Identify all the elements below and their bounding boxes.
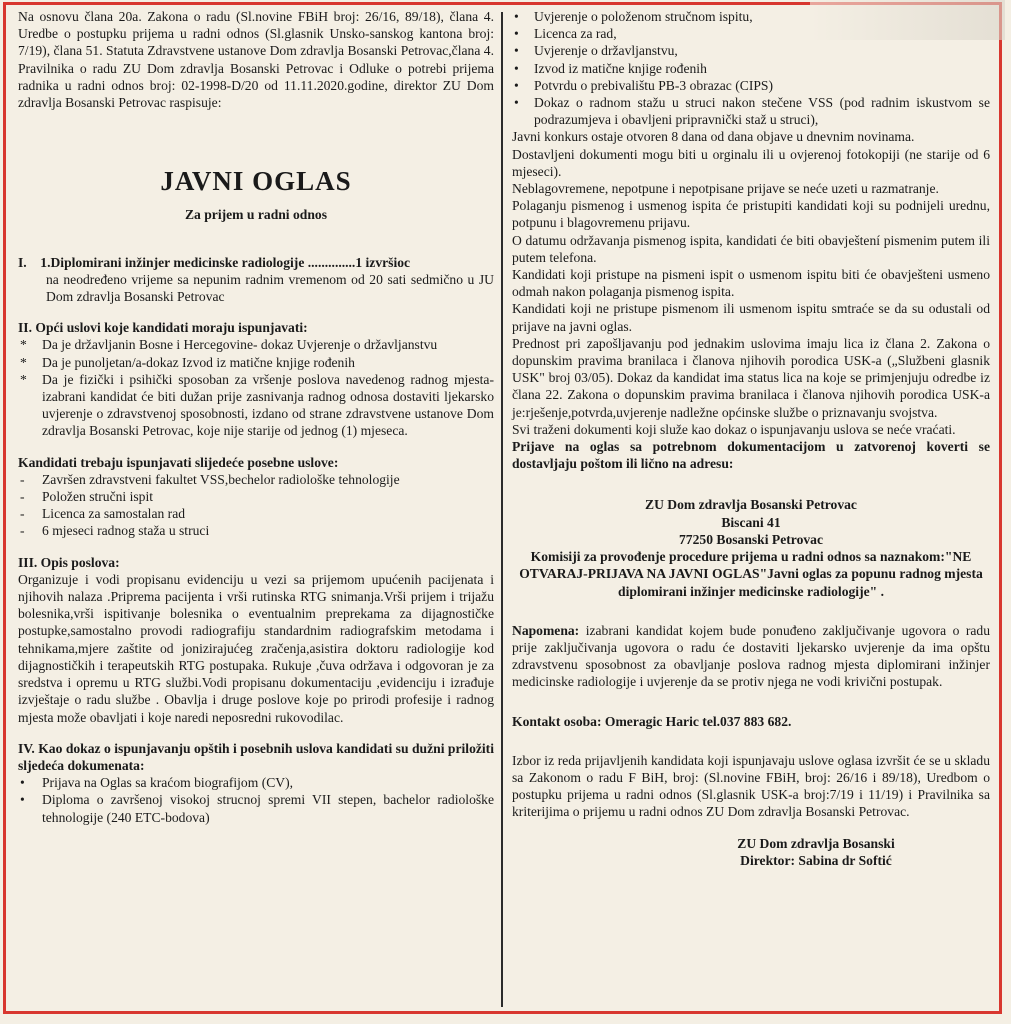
dot-bullet-icon: • [514,43,519,59]
signature-director: Direktor: Sabina dr Softić [740,852,892,868]
list-item: • Uvjerenje o državljanstvu, [514,43,678,59]
list-item: • Diploma o završenoj visokoj strucnoj spremi VII stepen, bachelor radiološke tehnologije (240 ETC-bodova) [20,792,494,825]
general-conditions [18,319,494,439]
position-description: na neodređeno vrijeme sa nepunim radnim vremenom od 20 sati sedmično u JU Dom zdravlja Bosanski Petrovac [46,271,494,305]
mailing-address [512,496,990,599]
contact-person: Kontakt osoba: Omeragic Haric tel.037 883 682. [512,713,792,729]
asterisk-bullet-icon: * [20,337,27,353]
dash-bullet-icon: - [20,506,25,522]
rule-text: Dostavljeni dokumenti mogu biti u orginalu ili u ovjerenoj fotokopiji (ne starije od 6 mjeseci). [512,146,990,179]
dot-bullet-icon: • [20,775,25,791]
asterisk-bullet-icon: * [20,354,27,370]
documents-section [18,740,494,826]
signature-block [642,835,990,869]
selection-paragraph: Izbor iz reda prijavljenih kandidata koji ispunjavaju uslove oglasa izvršit će se u skladu sa Zakonom o radu F BiH, broj: (Sl.novine FBiH, broj: 26/16 i 89/18), Uredbom o postupku prijema u radni odnos (Sl.glasnik USK-a broj:7/19 i 11/19) i Pravilnika sa kriterijima o prijemu u radni odnos ZU Dom zdravlja Bosanski Petrovac. [512,752,990,820]
list-item: • Izvod iz matične knjige rođenih [514,60,707,76]
dash-bullet-icon: - [20,523,25,539]
rule-text: Neblagovremene, nepotpune i nepotpisane prijave se neće uzeti u razmatranje. [512,181,939,197]
dash-bullet-icon: - [20,489,25,505]
dash-bullet-icon: - [20,471,25,487]
position-title [18,254,494,271]
list-item: - Licenca za samostalan rad [20,506,186,522]
ad-title: JAVNI OGLAS [160,166,352,197]
signature-org: ZU Dom zdravlja Bosanski [737,835,895,851]
ad-subtitle: Za prijem u radni odnos [184,207,327,223]
dot-bullet-icon: • [514,95,519,111]
note-text: izabrani kandidat kojem bude ponuđeno zaključivanje ugovora o radu prije zaključivanja ugovora o radu će dostaviti ljekarsko uvjerenje da ima opštu zdravstvenu sposobnost za obavljanje poslova radnog mjesta diplomirani inžinjer medicinske radiologije i uvjerenje da se protiv njega ne vodi krivični postupak. [512,622,990,690]
note-paragraph [512,622,990,691]
list-item: * Da je fizički i psihički sposoban za vršenje poslova navedenog radnog mjesta-izabrani kandidat će biti dužan prije zasnivanja radnog odnosa dostaviti ljekarsko uvjerenje o zdravstvenoj sposobnosti, izdano od strane zdravstvene ustanove Dom zdravlja Bosanski Petrovac, koje nije starije od jednog (1) mjeseca. [20,371,494,439]
list-item: - Položen stručni ispit [20,489,154,505]
list-item: • Potvrdu o prebivalištu PB-3 obrazac (CIPS) [514,77,773,93]
list-item: • Licenca za rad, [514,26,617,42]
asterisk-bullet-icon: * [20,371,27,387]
intro-paragraph: Na osnovu člana 20a. Zakona o radu (Sl.novine FBiH broj: 26/16, 89/18), člana 4. Uredbe o postupku prijema u radni odnos (Sl.glasnik Unsko-sanskog kantona broj: 7/19), člana 51. Statuta Zdravstvene ustanove Dom zdravlja Bosanski Petrovac,člana 4. Pravilnika o radu ZU Dom zdravlja Bosanski Petrovac i Odluke o potrebi prijema radnika u radni odnos broj: 02-1998-D/20 od 11.11.2020.godine, direktor ZU Dom zdravlja Bosanski Petrovac raspisuje: [18,9,494,111]
duties-heading: III. Opis poslova: [18,554,120,570]
list-item: • Prijava na Oglas sa kraćom biografijom (CV), [20,775,294,791]
duties-section [18,554,494,726]
special-conditions [18,454,494,540]
right-column [512,8,990,869]
documents-list-continued [512,8,990,128]
address-street: Biscani 41 [721,514,781,530]
list-item: * Da je državljanin Bosne i Hercegovine- dokaz Uvjerenje o državljanstvu [20,337,438,353]
address-org: ZU Dom zdravlja Bosanski Petrovac [645,497,857,513]
note-label: Napomena: [512,622,580,638]
rule-text: Svi traženi dokumenti koji služe kao dokaz o ispunjavanju uslova se neće vraćati. [512,421,956,437]
dot-bullet-icon: • [514,77,519,93]
left-column [18,8,494,826]
position-name: 1.Diplomirani inžinjer medicinske radiologije ..............1 izvršioc [40,254,411,270]
general-conditions-heading: II. Opći uslovi koje kandidati moraju ispunjavati: [18,320,308,336]
special-conditions-heading: Kandidati trebaju ispunjavati slijedeće posebne uslove: [18,454,339,470]
rule-text: Kandidati koji pristupe na pismeni ispit o usmenom ispitu biti će obavješteni usmeno odmah nakon polaganja pismenog ispita. [512,267,990,300]
dot-bullet-icon: • [514,60,519,76]
column-divider [501,12,503,1007]
documents-heading: IV. Kao dokaz o ispunjavanju opštih i posebnih uslova kandidati su dužni priložiti sljedeća dokumenata: [18,740,494,773]
rule-text: Kandidati koji ne pristupe pismenom ili usmenom ispitu smtraće se da su odustali od prijave na javni oglas. [512,301,990,334]
position-section [18,254,494,306]
rule-text: Polaganju pismenog i usmenog ispita će pristupiti kandidati koji su podnijeli urednu, potpunu i blagovremenu prijavu. [512,198,990,231]
list-item: - Završen zdravstveni fakultet VSS,bechelor radiološke tehnologije [20,471,400,487]
submission-instructions: Prijave na oglas sa potrebnom dokumentacijom u zatvorenoj koverti se dostavljaju poštom ili lično na adresu: [512,439,990,472]
rule-text: Javni konkurs ostaje otvoren 8 dana od dana objave u dnevnim novinama. [512,129,915,145]
address-committee: Komisiji za provođenje procedure prijema u radni odnos sa naznakom:"NE OTVARAJ-PRIJAVA NA JAVNI OGLAS"Javni oglas za popunu radnog mjesta diplomirani inžinjer medicinske radiologije" . [519,549,983,599]
list-item: - 6 mjeseci radnog staža u struci [20,523,210,539]
list-item: • Dokaz o radnom stažu u struci nakon stečene VSS (pod radnim iskustvom se podrazumjeva i obavljeni pripravnički staž u struci), [514,95,990,128]
duties-text: Organizuje i vodi propisanu evidenciju u vezi sa prijemom upućenih pacijenata i njihovih nalaza .Priprema pacijenta i vrši rutinska RTG snimanja.Vrši prijem i trijažu bolesnika,vrši ispitivanje bolesnika o eventualnim preprekama za dijagnostičke postupke,samostalno provodi radiografiju standardnim radiografskim metodama i tehnikama,mjere zaštite od jonizirajućeg zračenja,asistira doktoru radiologije kod dijagnostičkih i terapeutskih RTG postupaka. Rukuje ,čuva održava i odgovoran je za sredstva i opremu u RTG službi.Vodi propisanu dokumentaciju ,evidenciju i izrađuje izvještaje o radu službe . Obavlja i druge poslove koje po prirodi profesije i radnog mjesta može obavljati i koje naredi neposredni rukovodilac. [18,571,494,725]
list-item: * Da je punoljetan/a-dokaz Izvod iz matične knjige rođenih [20,354,355,370]
dot-bullet-icon: • [20,792,25,808]
rule-text: Prednost pri zapošljavanju pod jednakim uslovima imaju lica iz člana 2. Zakona o dopunskim pravima branilaca i članova njihovih porodica USK-a („Službeni glasnik USK" broj 03/05). Dokaz da kandidat ima status lica na koje se primjenjuju odredbe iz člana 22. Zakona o dopunskim pravima branilaca i članova njihovih porodica USK-a je:rješenje,potvrda,uvjerenje nadležne općinske službe o priznavanju svojstva. [512,335,990,420]
dot-bullet-icon: • [514,26,519,42]
address-city: 77250 Bosanski Petrovac [679,531,823,547]
position-number: I. [18,254,27,270]
rule-text: O datumu održavanja pismenog ispita, kandidati će biti obavještení pismenim putem ili putem telefona. [512,232,990,265]
dot-bullet-icon: • [514,9,519,24]
list-item: • Uvjerenje o položenom stručnom ispitu, [514,9,753,24]
